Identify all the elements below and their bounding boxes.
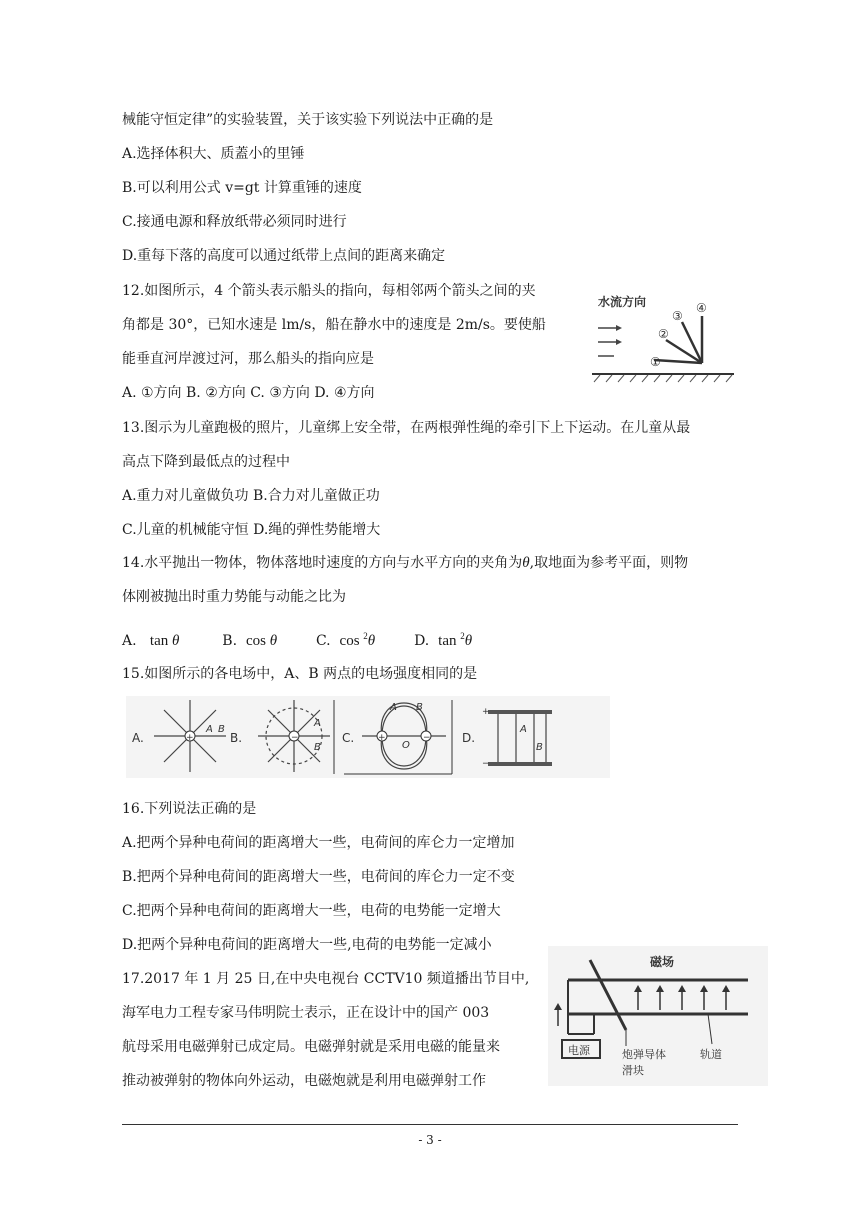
page-number: - 3 - (418, 1133, 442, 1147)
option-d: D.重每下落的高度可以通过纸带上点间的距离来确定 (122, 248, 446, 264)
question-16: 16.下列说法正确的是 (122, 801, 257, 817)
svg-text:A: A (390, 702, 397, 713)
svg-text:D.: D. (462, 731, 476, 745)
svg-text:A: A (314, 718, 321, 729)
svg-text:②: ② (658, 327, 669, 341)
text-line: 械能守恒定律”的实验装置，关于该实验下列说法中正确的是 (122, 112, 494, 128)
svg-text:④: ④ (696, 301, 707, 315)
svg-text:B: B (314, 742, 321, 753)
svg-text:+: + (378, 733, 386, 743)
question-13-line2: 高点下降到最低点的过程中 (122, 454, 290, 470)
magnetic-field-label: 磁场 (650, 955, 675, 969)
question-16-option-b: B.把两个异种电荷间的距离增大一些，电荷间的库仑力一定不变 (122, 869, 515, 885)
svg-text:+: + (186, 733, 194, 743)
svg-text:C.: C. (342, 731, 355, 745)
question-12: 12.如图所示，4 个箭头表示船头的指向，每相邻两个箭头之间的夹 (122, 283, 536, 299)
svg-text:A: A (520, 724, 527, 735)
question-16-option-c: C.把两个异种电荷间的距离增大一些，电荷的电势能一定增大 (122, 903, 501, 919)
svg-text:③: ③ (672, 309, 683, 323)
slider-label: 滑块 (622, 1064, 644, 1077)
question-17-line3: 航母采用电磁弹射已成定局。电磁弹射就是采用电磁的能量来 (122, 1039, 500, 1055)
svg-text:B: B (536, 742, 543, 753)
question-14-line2: 体刚被抛出时重力势能与动能之比为 (122, 589, 346, 605)
projectile-conductor-label: 炮弹导体 (622, 1048, 666, 1061)
option-a: A.选择体积大、质蓋小的里锤 (122, 146, 305, 162)
svg-text:A.: A. (132, 731, 144, 745)
water-flow-label: 水流方向 (598, 295, 647, 309)
question-14-options: A. tan θ B. cos θ C. cos $^2$θ D. tan $^2$θ (122, 631, 473, 649)
option-b: B.可以利用公式 v=gt 计算重锤的速度 (122, 180, 362, 196)
option-c: C.接通电源和释放纸带必须同时进行 (122, 214, 347, 230)
question-12-options: A. ①方向 B. ②方向 C. ③方向 D. ④方向 (122, 385, 375, 401)
question-16-option-d: D.把两个异种电荷间的距离增大一些,电荷的电势能一定减小 (122, 937, 492, 953)
svg-text:A: A (206, 724, 213, 735)
question-12-line2: 角都是 30°，已知水速是 lm/s，船在静水中的速度是 2m/s。要使船 (122, 317, 546, 333)
svg-text:−: − (482, 759, 490, 769)
svg-text:−: − (423, 733, 431, 743)
question-14: 14.水平抛出一物体，物体落地时速度的方向与水平方向的夹角为θ,取地面为参考平面，则物 (122, 555, 689, 571)
question-12-line3: 能垂直河岸渡过河，那么船头的指向应是 (122, 351, 374, 367)
question-13-options-cd: C.儿童的机械能守恒 D.绳的弹性势能增大 (122, 522, 381, 538)
question-13: 13.图示为儿童跑极的照片，儿童绑上安全带，在两根弹性绳的牵引下上下运动。在儿童从最 (122, 420, 691, 436)
question-17-line2: 海军电力工程专家马伟明院士表示，正在设计中的国产 003 (122, 1005, 490, 1021)
power-source-label: 电源 (568, 1044, 590, 1057)
track-label: 轨道 (700, 1048, 722, 1061)
footer-divider (122, 1124, 738, 1125)
question-13-options-ab: A.重力对儿童做负功 B.合力对儿童做正功 (122, 488, 380, 504)
svg-text:①: ① (650, 355, 661, 369)
svg-text:B.: B. (230, 731, 243, 745)
svg-text:B: B (416, 702, 423, 713)
question-15: 15.如图所示的各电场中，A、B 两点的电场强度相同的是 (122, 666, 478, 682)
svg-text:O: O (402, 740, 410, 751)
svg-text:+: + (482, 707, 490, 717)
electric-field-figure (126, 696, 610, 778)
svg-text:B: B (218, 724, 225, 735)
question-17: 17.2017 年 1 月 25 日,在中央电视台 CCTV10 频道播出节目中, (122, 971, 530, 987)
boat-direction-figure (584, 278, 740, 386)
question-16-option-a: A.把两个异种电荷间的距离增大一些，电荷间的库仑力一定增加 (122, 835, 515, 851)
question-17-line4: 推动被弹射的物体向外运动，电磁炮就是利用电磁弹射工作 (122, 1073, 486, 1089)
svg-text:−: − (291, 733, 299, 743)
electromagnetic-launch-figure (548, 946, 768, 1086)
